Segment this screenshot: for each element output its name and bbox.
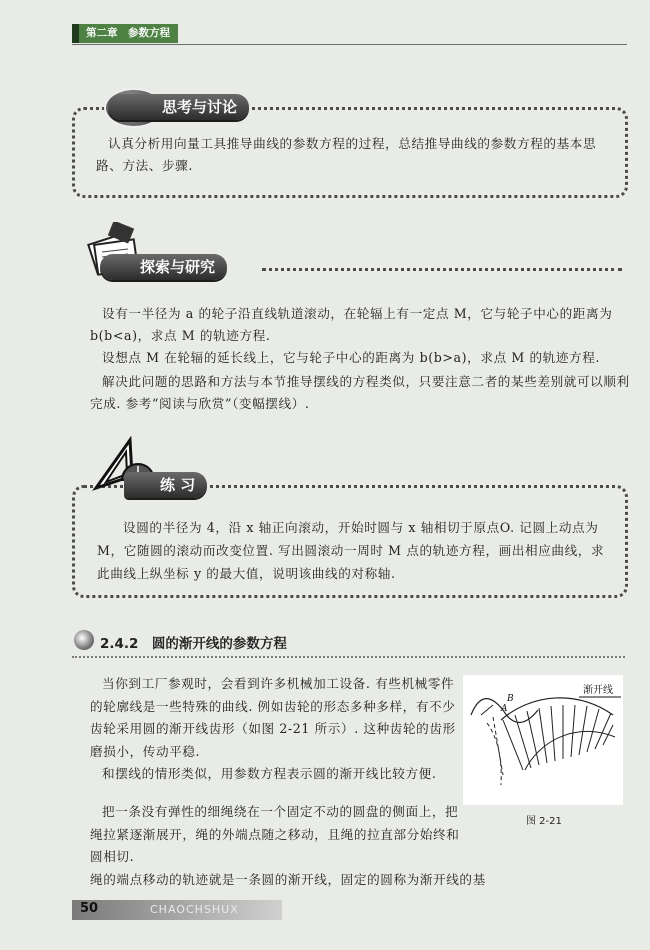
think-title: 思考与讨论 bbox=[162, 98, 238, 116]
explore-banner bbox=[100, 254, 227, 280]
chapter-title: 第二章 参数方程 bbox=[72, 24, 178, 43]
explore-paragraph-2: 设想点 M 在轮辐的延长线上，它与轮子中心的距离为 b(b>a)，求点 M 的轨迹方程. bbox=[102, 350, 601, 365]
section-paragraph-1 bbox=[90, 673, 465, 763]
explore-title: 探索与研究 bbox=[140, 258, 216, 276]
exercise-banner bbox=[124, 472, 207, 498]
gear-involute-figure bbox=[463, 675, 623, 805]
section-paragraph-2: 和摆线的情形类似，用参数方程表示圆的渐开线比较方便. bbox=[102, 766, 437, 781]
section-paragraph-3a: 把一条没有弹性的细绳绕在一个固定不动的圆盘的侧面上，把绳拉紧逐渐展开，绳的外端点随之移动，且绳的拉直部分始终和圆相切. bbox=[90, 804, 460, 864]
figure-label-involute: 渐开线 bbox=[583, 685, 613, 696]
page-number: 50 bbox=[80, 901, 99, 916]
figure-caption: 图 2-21 bbox=[526, 816, 562, 827]
section-paragraph-3b: 绳的端点移动的轨迹就是一条圆的渐开线，固定的圆称为渐开线的基 bbox=[90, 871, 486, 887]
think-body: 认真分析用向量工具推导曲线的参数方程的过程，总结推导曲线的参数方程的基本思路、方法、步骤. bbox=[96, 136, 597, 173]
explore-dotted-rule bbox=[262, 268, 622, 271]
think-banner bbox=[108, 94, 249, 120]
figure-label-b: B bbox=[507, 694, 514, 704]
footer-decoration: CHAOCHSHUX bbox=[150, 903, 239, 916]
explore-paragraph-3: 解决此问题的思路和方法与本节推导摆线的方程类似，只要注意二者的某些差别就可以顺利完成. 参考“阅读与欣赏”（变幅摆线）. bbox=[90, 374, 630, 411]
section-paragraph-1-text: 当你到工厂参观时，会看到许多机械加工设备. 有些机械零件的轮廓线是一些特殊的曲线. 例如齿轮的形态多种多样，有不少齿轮采用圆的渐开线齿形（如图 2-21 所示）. 这种齿轮的齿形磨损小，传动平稳. bbox=[90, 676, 456, 759]
exercise-title: 练 习 bbox=[160, 476, 196, 494]
section-bullet-icon bbox=[74, 630, 94, 650]
section-title: 2.4.2 圆的渐开线的参数方程 bbox=[100, 636, 287, 652]
figure-label-a: A bbox=[501, 704, 508, 714]
chapter-header-bar bbox=[72, 24, 627, 45]
section-dotted-rule bbox=[72, 656, 625, 658]
exercise-body: 设圆的半径为 4，沿 x 轴正向滚动，开始时圆与 x 轴相切于原点O. 记圆上动点为 M，它随圆的滚动而改变位置. 写出圆滚动一周时 M 点的轨迹方程，画出相应曲线，求此曲线上纵坐标 y 的最大值，说明该曲线的对称轴. bbox=[97, 520, 605, 581]
explore-paragraph-1: 设有一半径为 a 的轮子沿直线轨道滚动，在轮辐上有一定点 M，它与轮子中心的距离为b(b<a)，求点 M 的轨迹方程. bbox=[90, 306, 613, 343]
